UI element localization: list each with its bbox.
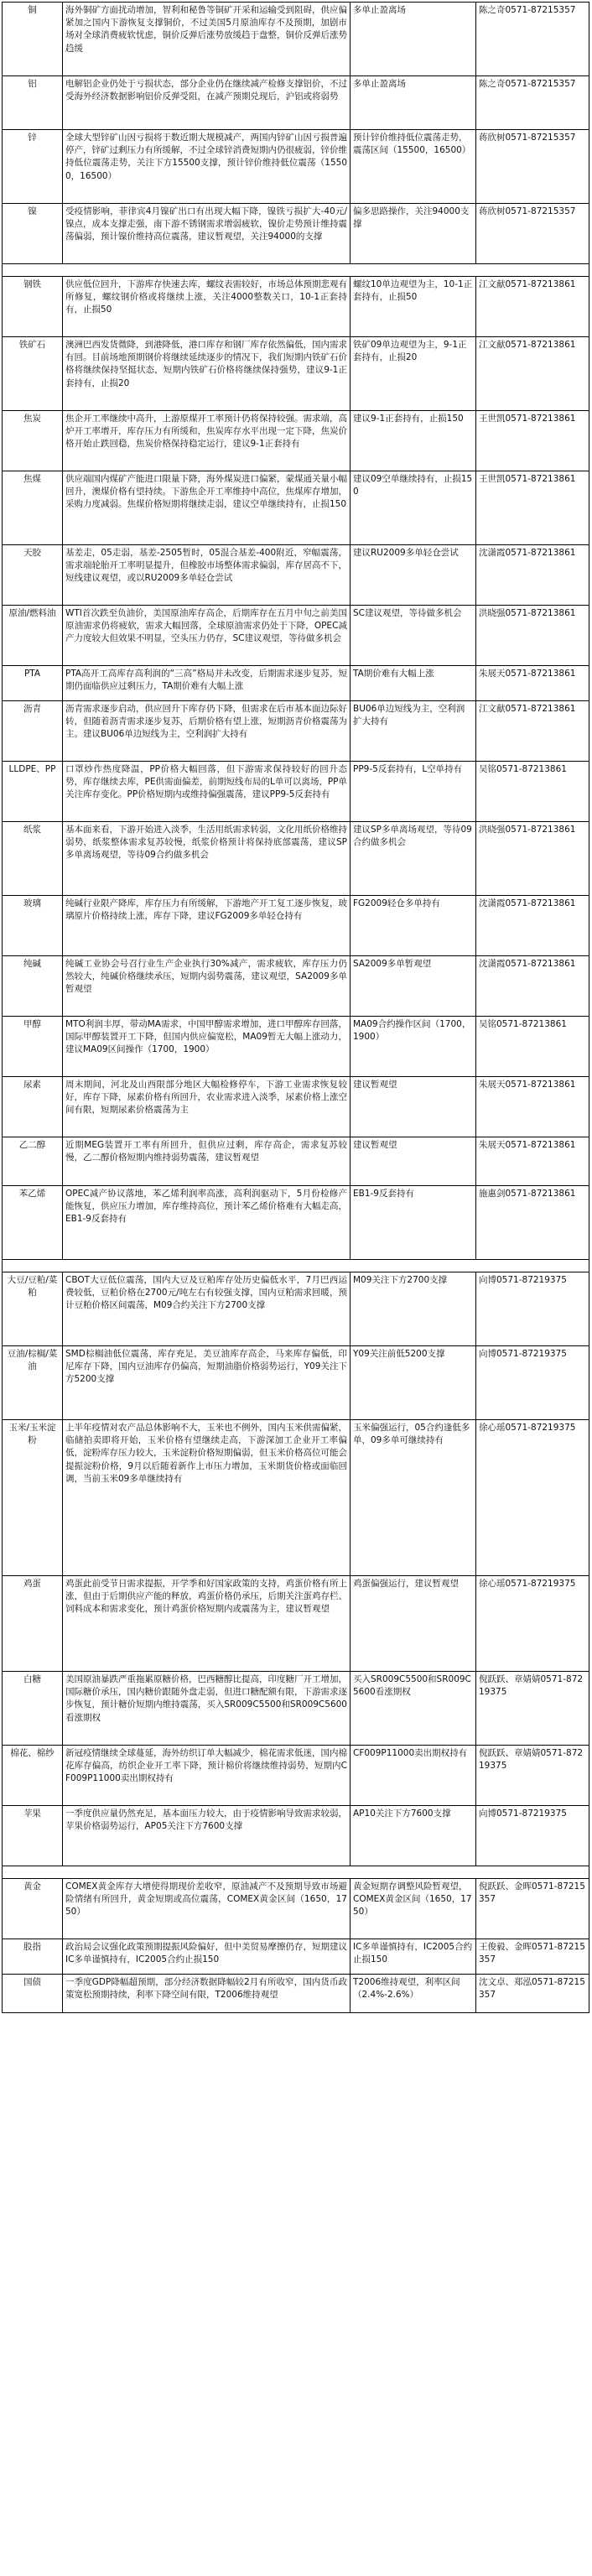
market-view: 澳洲巴西发货微降，到港降低，港口库存和钢厂库存依然偏低，国内需求有回。目前场地预期钢价将继续延续逐步的情况下，我们短期内铁矿石价格将继续保持坚挺状态，短期内铁矿石价格将继续保持强势，建议9-1正套持有，止损20	[63, 337, 351, 411]
commodity-name: 焦炭	[3, 411, 63, 471]
table-row-crude	[3, 606, 589, 666]
table-row-soybean	[3, 1272, 589, 1346]
strategy-text: 偏多思路操作，关注94000支撑	[351, 204, 476, 264]
market-view: 上半年疫情对农产品总体影响不大，玉米也不例外，国内玉米供需偏紧，临储拍卖即将开始，玉米价格有望继续走高，下游深加工企业开工率偏低，淀粉库存压力较大，玉米淀粉价格短期偏弱，但玉米价格高位可能会提振淀粉价格，9月以后随着新作上市压力增加，玉米期货价格或面临回调，当前玉米09多单继续持有	[63, 1420, 351, 1576]
analyst-contact: 江文献0571-87213861	[476, 337, 589, 411]
commodity-name: 焦煤	[3, 471, 63, 545]
commodity-name: 苹果	[3, 1806, 63, 1866]
strategy-text: CF009P11000卖出期权持有	[351, 1746, 476, 1806]
strategy-text: T2006维持观望，利率区间（2.4%-2.6%）	[351, 1975, 476, 2013]
table-row-bitumen	[3, 701, 589, 762]
table-row-lldpe-pp	[3, 762, 589, 822]
strategy-text: 鸡蛋偏强运行，建议暂观望	[351, 1576, 476, 1672]
table-row-eg	[3, 1137, 589, 1186]
table-row-coking-coal	[3, 471, 589, 545]
analyst-contact: 沈文卓、郑泓0571-87215357	[476, 1975, 589, 2013]
commodity-name: 股指	[3, 1939, 63, 1975]
commodity-name: PTA	[3, 666, 63, 701]
market-view: COMEX黄金库存大增使得期现价差收窄，原油减产不及预期导致市场避险情绪有所回升，黄金短期或高位震荡，COMEX黄金区间（1650，1750）	[63, 1879, 351, 1939]
table-row-corn	[3, 1420, 589, 1576]
table-row-methanol	[3, 1017, 589, 1077]
strategy-text: 建议9-1正套持有，止损150	[351, 411, 476, 471]
table-row-nickel	[3, 204, 589, 264]
analyst-contact: 吴铭0571-87213861	[476, 762, 589, 822]
commodity-name: 玉米/玉米淀粉	[3, 1420, 63, 1576]
strategy-text: 黄金短期存调整风险暂观望，COMEX黄金区间（1650，1750）	[351, 1879, 476, 1939]
market-view: OPEC减产协议落地，苯乙烯利润率高涨，高利润驱动下，5月份检修产能恢复，供应压力增加，库存维持高位，预计苯乙烯价格难有大幅走高，EB1-9反套持有	[63, 1186, 351, 1260]
analyst-contact: 王世凯0571-87213861	[476, 411, 589, 471]
analyst-contact: 倪跃跃、章婧婧0571-87219375	[476, 1672, 589, 1746]
market-view: 基本面来看，下游开始进入淡季，生活用纸需求转弱，文化用纸价格维持弱势，纸浆整体需求复苏较慢，纸浆价格预计将保持底部震荡，建议SP多单离场观望，等待09合约做多机会	[63, 822, 351, 896]
analyst-contact: 沈潇霞0571-87213861	[476, 896, 589, 956]
analyst-contact: 蒋欣树0571-87215357	[476, 130, 589, 204]
strategy-table-body	[3, 3, 589, 2013]
section-gap	[3, 1866, 589, 1879]
market-view: 供应端国内煤矿产能进口限量下降，海外煤炭进口偏紧，蒙煤通关量小幅回升，澳煤价格有望持续。下游焦企开工率维持中高位，焦煤库存增加，采购力度减弱。焦煤价格短期将继续走弱，建议空单继续持有，止损150	[63, 471, 351, 545]
market-view: 纯碱行业限产降库，库存压力有所缓解，下游地产开工复工逐步恢复，玻璃原片价格持续上涨，库存下降，建议FG2009多单轻仓持有	[63, 896, 351, 956]
analyst-contact: 沈潇霞0571-87213861	[476, 545, 589, 606]
table-row-treasury	[3, 1975, 589, 2013]
commodity-name: 沥青	[3, 701, 63, 762]
table-row-styrene	[3, 1186, 589, 1260]
commodity-name: 锌	[3, 130, 63, 204]
market-view: CBOT大豆低位震荡，国内大豆及豆粕库存处历史偏低水平，7月巴西运费较低，豆粕价格在2700元/吨左右有较强支撑，国内豆粕需求回暖，预计豆粕价格区间震荡，M09合约关注下方2700支撑	[63, 1272, 351, 1346]
commodity-name: 钢铁	[3, 277, 63, 337]
strategy-text: EB1-9反套持有	[351, 1186, 476, 1260]
section-gap-cell	[3, 1260, 589, 1272]
market-view: 受疫情影响，菲律宾4月镍矿出口有出现大幅下降，镍铁亏损扩大-40元/镍点，成本支撑走强，南下游不锈钢需求增弱疲软，镍价走势预计维持震荡偏弱，预计镍价维持高位震荡，建议暂观望，关注94000的支撑	[63, 204, 351, 264]
analyst-contact: 江文献0571-87213861	[476, 701, 589, 762]
strategy-text: FG2009轻仓多单持有	[351, 896, 476, 956]
strategy-text: 玉米偏强运行，05合约逢低多单，09多单可继续持有	[351, 1420, 476, 1576]
strategy-text: 铁矿09单边观望为主，9-1正套持有，止损20	[351, 337, 476, 411]
strategy-text: SC建议观望，等待做多机会	[351, 606, 476, 666]
strategy-text: 买入SR009C5500和SR009C5600看涨期权	[351, 1672, 476, 1746]
strategy-text: Y09关注前低5200支撑	[351, 1346, 476, 1420]
commodity-name: 铝	[3, 76, 63, 130]
analyst-contact: 倪跃跃、章婧婧0571-87219375	[476, 1746, 589, 1806]
analyst-contact: 施惠剑0571-87213861	[476, 1186, 589, 1260]
table-row-gold	[3, 1879, 589, 1939]
analyst-contact: 蒋欣树0571-87215357	[476, 204, 589, 264]
analyst-contact: 王世凯0571-87213861	[476, 471, 589, 545]
market-view: 基差走，05走弱，基差-2505暂时，05混合基差-400附近，窄幅震荡，需求端轮胎开工率明显提升，但橡胶市场整体需求偏弱，库存居高不下，短线建议观望，或以RU2009多单轻仓尝试	[63, 545, 351, 606]
market-view: 沥青需求逐步启动，供应回升下库存仍下降，但需求在后市基本面边际好转，但随着沥青需求逐步复苏，后期价格有望上涨，短期沥青价格震荡为主。建议BU06单边短线为主，空利润扩大持有	[63, 701, 351, 762]
table-row-urea	[3, 1077, 589, 1137]
commodity-name: 甲醇	[3, 1017, 63, 1077]
market-view: 海外铜矿方面扰动增加，智利和秘鲁等铜矿开采和运输受到阻碍，供应偏紧加之国内下游恢复支撑铜价，不过美国5月原油库存不及预期，加剧市场对全球消费疲软忧虑，铜价反弹后涨势放缓趋于盘整，铜价反弹后涨势趋缓	[63, 3, 351, 76]
table-row-stock-index	[3, 1939, 589, 1975]
analyst-contact: 朱展天0571-87213861	[476, 1137, 589, 1186]
table-row-zinc	[3, 130, 589, 204]
commodity-name: 铁矿石	[3, 337, 63, 411]
strategy-text: 建议暂观望	[351, 1137, 476, 1186]
table-row-rubber	[3, 545, 589, 606]
strategy-text: PP9-5反套持有，L空单持有	[351, 762, 476, 822]
table-row-soda-ash	[3, 956, 589, 1017]
strategy-text: AP10关注下方7600支撑	[351, 1806, 476, 1866]
strategy-text: TA期价难有大幅上涨	[351, 666, 476, 701]
analyst-contact: 陈之奇0571-87215357	[476, 76, 589, 130]
section-gap	[3, 1260, 589, 1272]
analyst-contact: 吴铭0571-87213861	[476, 1017, 589, 1077]
table-row-iron-ore	[3, 337, 589, 411]
analyst-contact: 向博0571-87219375	[476, 1806, 589, 1866]
table-row-sugar	[3, 1672, 589, 1746]
commodity-name: 豆油/棕榈/菜油	[3, 1346, 63, 1420]
strategy-text: MA09合约操作区间（1700，1900）	[351, 1017, 476, 1077]
section-gap-cell	[3, 1866, 589, 1879]
table-row-cotton	[3, 1746, 589, 1806]
commodity-name: 原油/燃料油	[3, 606, 63, 666]
commodity-name: 苯乙烯	[3, 1186, 63, 1260]
analyst-contact: 向博0571-87219375	[476, 1346, 589, 1420]
table-row-glass	[3, 896, 589, 956]
commodity-name: 纯碱	[3, 956, 63, 1017]
analyst-contact: 向博0571-87219375	[476, 1272, 589, 1346]
market-view: 美国原油暴跌严重拖累原糖价格，巴西糖醇比提高，印度糖厂开工增加，国际糖价承压，国内糖价跟随外盘走弱，但进口糖配额有限，下游需求逐步恢复，预计糖价短期内维持震荡，买入SR009C5500和SR009C5600看涨期权	[63, 1672, 351, 1746]
commodity-name: 天胶	[3, 545, 63, 606]
strategy-text: 建议RU2009多单轻仓尝试	[351, 545, 476, 606]
strategy-text: 建议SP多单离场观望，等待09合约做多机会	[351, 822, 476, 896]
table-row-coke	[3, 411, 589, 471]
table-row-apple	[3, 1806, 589, 1866]
commodity-name: 尿素	[3, 1077, 63, 1137]
commodity-name: 玻璃	[3, 896, 63, 956]
table-row-pta	[3, 666, 589, 701]
commodity-name: 大豆/豆粕/菜粕	[3, 1272, 63, 1346]
analyst-contact: 洪晓强0571-87213861	[476, 822, 589, 896]
market-view: 一季度GDP降幅超预期，部分经济数据降幅较2月有所收窄，国内货币政策宽松预期持续，利率下降空间有限，T2006维持观望	[63, 1975, 351, 2013]
analyst-contact: 陈之奇0571-87215357	[476, 3, 589, 76]
market-view: PTA高开工高库存高利润的“三高”格局并未改变，后期需求逐步复苏，短期仍面临供应过剩压力，TA期价难有大幅上涨	[63, 666, 351, 701]
commodity-name: 鸡蛋	[3, 1576, 63, 1672]
strategy-text: 建议09空单继续持有，止损150	[351, 471, 476, 545]
table-row-pulp	[3, 822, 589, 896]
strategy-text: BU06单边短线为主，空利润扩大持有	[351, 701, 476, 762]
commodity-name: 白糖	[3, 1672, 63, 1746]
table-row-copper	[3, 3, 589, 76]
market-view: 鸡蛋此前受节日需求提振，开学季和好国家政策的支持，鸡蛋价格有所上涨，但由于后期供应产能的释放，鸡蛋价格仍承压，后期关注蛋鸡存栏、饲料成本和需求变化，预计鸡蛋价格短期内或震荡为主，建议暂观望	[63, 1576, 351, 1672]
analyst-contact: 沈潇霞0571-87213861	[476, 956, 589, 1017]
market-view: 供应低位回升，下游库存快速去库，螺纹表需较好，市场总体预期悲观有所修复，螺纹钢价格或将继续上涨，关注4000整数关口，10-1正套持有，止损50	[63, 277, 351, 337]
commodity-name: 纸浆	[3, 822, 63, 896]
market-view: 口罩炒作热度降温，PP价格大幅回落，但下游需求保持较好的回升态势，库存继续去库，PE供需面偏差，前期短线布局的L单可以离场，PP单关注库存变化。PP价格短期内或维持偏强震荡，建议PP9-5反套持有	[63, 762, 351, 822]
strategy-text: 预计锌价维持低位震荡走势，震荡区间（15500，16500）	[351, 130, 476, 204]
strategy-table	[2, 2, 589, 2013]
market-view: 电解铝企业仍处于亏损状态，部分企业仍在继续减产检修支撑铝价，不过受海外经济数据影响铝价反弹受阻，在减产预期兑现后，沪铝或将弱势	[63, 76, 351, 130]
market-view: WTI首次跌至负油价，美国原油库存高企，后期库存在五月中旬之前美国原油需求仍将疲软，需求大幅回落，全球原油需求仍处于下降，OPEC减产力度较大但效果不明显，空头压力仍存，SC建议观望，等待做多机会	[63, 606, 351, 666]
commodity-name: 铜	[3, 3, 63, 76]
section-gap	[3, 264, 589, 277]
market-view: 焦企开工率继续中高升，上游原煤开工率预计仍将保持较强。需求端，高炉开工率增开，库存压力有所缓和，焦炭库存水平出现一定下降，焦炭价格开始止跌回稳，焦炭价格保持稳定运行，建议9-1正套持有	[63, 411, 351, 471]
commodity-name: LLDPE、PP	[3, 762, 63, 822]
analyst-contact: 徐心瑶0571-87219375	[476, 1420, 589, 1576]
commodity-name: 黄金	[3, 1879, 63, 1939]
market-view: 纯碱工业协会号召行业生产企业执行30%减产，需求疲软，库存压力仍然较大，纯碱价格继续承压，短期内弱势震荡，建议观望，SA2009多单暂观望	[63, 956, 351, 1017]
market-view: 近期MEG装置开工率有所回升，但供应过剩，库存高企，需求复苏较慢，乙二醇价格短期内维持弱势震荡，建议暂观望	[63, 1137, 351, 1186]
market-view: 政治局会议强化政策预期提振风险偏好，但中美贸易摩擦仍存，短期建议IC多单谨慎持有，IC2005合约止损150	[63, 1939, 351, 1975]
table-row-aluminum	[3, 76, 589, 130]
commodity-name: 棉花、棉纱	[3, 1746, 63, 1806]
commodity-name: 国债	[3, 1975, 63, 2013]
strategy-text: 多单止盈离场	[351, 3, 476, 76]
market-view: 周末期间，河北及山西限部分地区大幅检修停车，下游工业需求恢复较好，库存下降，尿素价格有所回升，农业需求进入淡季，尿素价格上涨空间有限，短期尿素价格震荡为主	[63, 1077, 351, 1137]
analyst-contact: 倪跃跃、金晖0571-87215357	[476, 1879, 589, 1939]
strategy-text: 建议暂观望	[351, 1077, 476, 1137]
market-view: MTO利润丰厚，带动MA需求，中国甲醇需求增加，进口甲醇库存回落，国际甲醇装置开工下降，但国内供应偏宽松，MA09暂无大幅上涨动力，建议MA09区间操作（1700，1900）	[63, 1017, 351, 1077]
commodity-name: 乙二醇	[3, 1137, 63, 1186]
market-view: 全球大型锌矿山因亏损将于数近期大规模减产，两国内锌矿山因亏损普遍停产，锌矿过剩压力有所缓解，不过全球锌消费短期内仍很疲弱，锌价维持低位震荡走势，关注下方15500支撑，预计锌价维持低位震荡（15500，16500）	[63, 130, 351, 204]
strategy-text: 多单止盈离场	[351, 76, 476, 130]
strategy-text: M09关注下方2700支撑	[351, 1272, 476, 1346]
analyst-contact: 徐心瑶0571-87219375	[476, 1576, 589, 1672]
market-view: 新冠疫情继续全球蔓延，海外纺织订单大幅减少，棉花需求低迷，国内棉花库存偏高，纺织企业开工率下降，预计棉价将继续维持弱势，短期内CF009P11000卖出期权持有	[63, 1746, 351, 1806]
commodity-name: 镍	[3, 204, 63, 264]
analyst-contact: 朱展天0571-87213861	[476, 1077, 589, 1137]
table-row-oils	[3, 1346, 589, 1420]
strategy-text: 螺纹10单边观望为主，10-1正套持有，止损50	[351, 277, 476, 337]
analyst-contact: 朱展天0571-87213861	[476, 666, 589, 701]
market-view: 一季度供应量仍然充足，基本面压力较大，由于疫情影响导致需求较弱，苹果价格弱势运行，AP05关注下方7600支撑	[63, 1806, 351, 1866]
analyst-contact: 洪晓强0571-87213861	[476, 606, 589, 666]
analyst-contact: 江文献0571-87213861	[476, 277, 589, 337]
strategy-text: SA2009多单暂观望	[351, 956, 476, 1017]
table-row-rebar	[3, 277, 589, 337]
table-row-eggs	[3, 1576, 589, 1672]
strategy-text: IC多单谨慎持有，IC2005合约止损150	[351, 1939, 476, 1975]
section-gap-cell	[3, 264, 589, 277]
analyst-contact: 王俊毅、金晖0571-87215357	[476, 1939, 589, 1975]
market-view: SMD棕榈油低位震荡，库存充足，美豆油库存高企，马来库存偏低，印尼库存下降，国内豆油库存仍偏高，短期油脂价格弱势运行，Y09关注下方5200支撑	[63, 1346, 351, 1420]
